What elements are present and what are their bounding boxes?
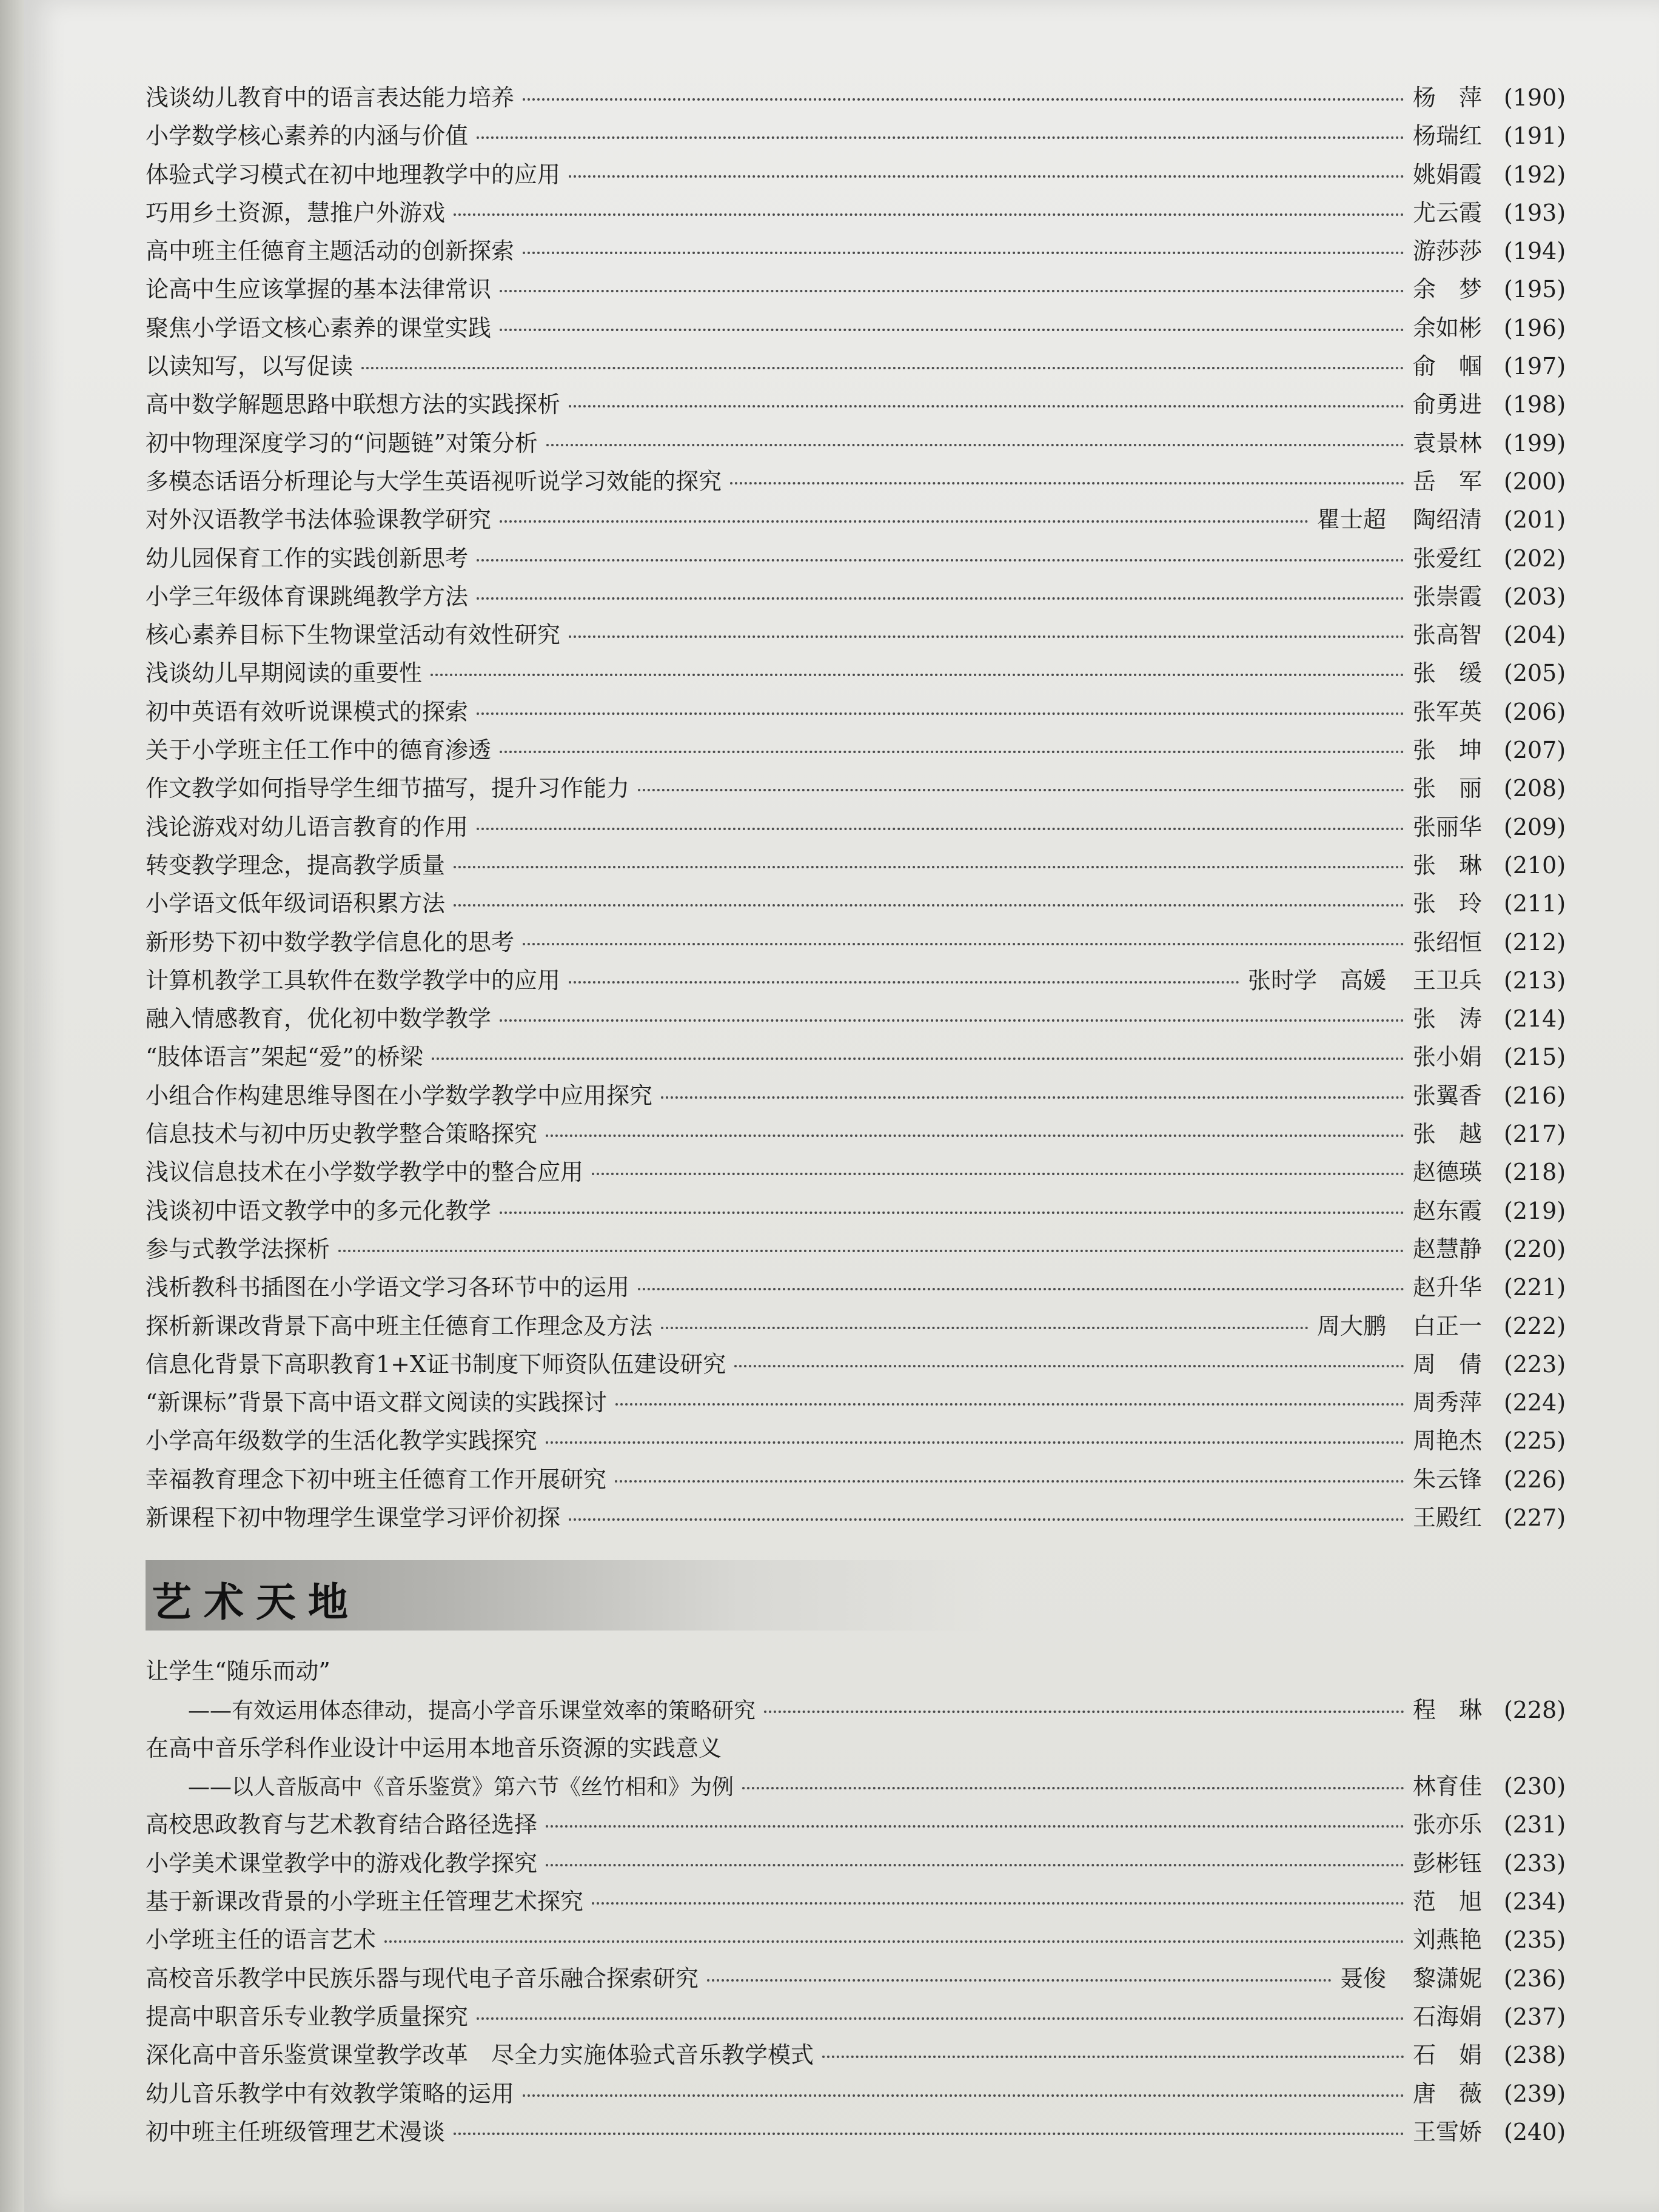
- toc-entry[interactable]: [146, 232, 1577, 270]
- toc-author: 朱云锋: [1413, 1466, 1483, 1493]
- toc-page-number: (200): [1504, 468, 1566, 495]
- toc-page-number: (218): [1504, 1159, 1566, 1186]
- toc-page-number: (238): [1504, 2042, 1566, 2069]
- toc-author: 赵慧静: [1413, 1235, 1483, 1262]
- toc-page-number: (201): [1504, 506, 1566, 534]
- toc-page-number: (220): [1504, 1235, 1566, 1262]
- toc-author: 周秀萍: [1413, 1389, 1483, 1416]
- toc-entry-title: 转变教学理念，提高教学质量: [146, 851, 446, 879]
- toc-page-number: (215): [1504, 1044, 1566, 1071]
- toc-author: 张 丽: [1413, 775, 1483, 802]
- toc-page-number: (210): [1504, 851, 1566, 879]
- toc-entry[interactable]: [146, 1499, 1577, 1537]
- toc-entry-title: 小学语文低年级词语积累方法: [146, 890, 446, 917]
- toc-entry-title: 信息化背景下高职教育1+X证书制度下师资队伍建设研究: [146, 1350, 726, 1378]
- dot-leader: [477, 136, 1404, 139]
- toc-entry[interactable]: [146, 270, 1577, 309]
- dot-leader: [361, 367, 1404, 369]
- toc-page-number: (224): [1504, 1389, 1566, 1416]
- toc-author: 姚娟霞: [1413, 161, 1483, 188]
- toc-page-number: (207): [1504, 737, 1566, 764]
- toc-author: 杨 萍: [1413, 84, 1483, 111]
- toc-author: 赵德瑛: [1413, 1159, 1483, 1186]
- toc-entry[interactable]: [146, 1230, 1577, 1269]
- toc-page-number: (202): [1504, 545, 1566, 572]
- toc-author: 王卫兵: [1413, 967, 1483, 994]
- book-gutter: [0, 0, 24, 2212]
- toc-author: 张丽华: [1413, 813, 1483, 840]
- toc-author: 张 缓: [1413, 660, 1483, 687]
- toc-entry-title: 初中英语有效听说课模式的探索: [146, 698, 469, 725]
- toc-entry-title: 深化高中音乐鉴赏课堂教学改革 尽全力实施体验式音乐教学模式: [146, 2042, 814, 2069]
- toc-entry-subtitle: ——有效运用体态律动，提高小学音乐课堂效率的策略研究: [188, 1698, 756, 1723]
- toc-author: 石海娟: [1413, 2003, 1483, 2030]
- toc-author: 张爱红: [1413, 545, 1483, 572]
- toc-entry-title: 新形势下初中数学教学信息化的思考: [146, 928, 515, 956]
- toc-author: 张 坤: [1413, 737, 1483, 764]
- toc-author: 张 涛: [1413, 1005, 1483, 1033]
- dot-leader: [477, 559, 1404, 561]
- toc-page-number: (240): [1504, 2118, 1566, 2145]
- toc-author: 石 娟: [1413, 2042, 1483, 2069]
- toc-entry[interactable]: [146, 808, 1577, 846]
- toc-author: 陶绍清: [1413, 506, 1483, 534]
- toc-entry-title: 关于小学班主任工作中的德育渗透: [146, 737, 492, 764]
- toc-author: 张高智: [1413, 622, 1483, 649]
- dot-leader: [432, 1057, 1404, 1060]
- toc-entry[interactable]: [146, 654, 1577, 692]
- toc-entry[interactable]: [146, 1768, 1577, 1806]
- toc-page-number: (237): [1504, 2003, 1566, 2030]
- toc-author: 俞勇进: [1413, 391, 1483, 418]
- toc-entry-title: 小组合作构建思维导图在小学数学教学中应用探究: [146, 1082, 653, 1109]
- toc-entry-title[interactable]: 在高中音乐学科作业设计中运用本地音乐资源的实践意义: [146, 1734, 722, 1761]
- toc-author: 唐 薇: [1413, 2080, 1483, 2107]
- toc-entry-title: 浅谈幼儿教育中的语言表达能力培养: [146, 84, 515, 111]
- toc-entry-title: 探析新课改背景下高中班主任德育工作理念及方法: [146, 1312, 653, 1339]
- toc-entry[interactable]: [146, 309, 1577, 347]
- toc-list-bottom: [146, 1806, 1577, 2151]
- toc-entry[interactable]: [146, 1998, 1577, 2036]
- toc-page-number: (192): [1504, 161, 1566, 188]
- dot-leader: [500, 1019, 1404, 1022]
- toc-author: 俞 帼: [1413, 353, 1483, 380]
- toc-page-number: (213): [1504, 967, 1566, 994]
- table-of-contents: [146, 79, 1577, 2151]
- dot-leader: [523, 943, 1404, 945]
- toc-page-number: (234): [1504, 1888, 1566, 1915]
- toc-page-number: (231): [1504, 1811, 1566, 1838]
- toc-entry-title: 高校音乐教学中民族乐器与现代电子音乐融合探索研究: [146, 1965, 699, 1992]
- dot-leader: [734, 1365, 1404, 1367]
- toc-author: 赵升华: [1413, 1274, 1483, 1301]
- toc-entry-subtitle: ——以人音版高中《音乐鉴赏》第六节《丝竹相和》为例: [188, 1775, 734, 1800]
- toc-author: 王殿红: [1413, 1504, 1483, 1531]
- toc-author: 张亦乐: [1413, 1811, 1483, 1838]
- toc-page-number: (203): [1504, 583, 1566, 610]
- toc-entry-title: 小学美术课堂教学中的游戏化教学探究: [146, 1849, 538, 1877]
- dot-leader: [661, 1327, 1309, 1329]
- toc-page-number: (196): [1504, 314, 1566, 341]
- toc-entry-title: 初中物理深度学习的“问题链”对策分析: [146, 429, 538, 457]
- toc-page-number: (208): [1504, 775, 1566, 802]
- toc-author: 余 梦: [1413, 276, 1483, 303]
- toc-entry-title: 基于新课改背景的小学班主任管理艺术探究: [146, 1888, 584, 1915]
- toc-coauthor: 聂俊: [1339, 1965, 1386, 1992]
- dot-leader: [523, 252, 1404, 254]
- toc-page-number: (223): [1504, 1350, 1566, 1378]
- toc-author: 余如彬: [1413, 314, 1483, 341]
- dot-leader: [384, 1940, 1404, 1943]
- toc-entry[interactable]: [146, 962, 1577, 1000]
- toc-entry-title: 聚焦小学语文核心素养的课堂实践: [146, 314, 492, 341]
- toc-entry-title: 计算机教学工具软件在数学教学中的应用: [146, 967, 561, 994]
- toc-page-number: (217): [1504, 1121, 1566, 1148]
- dot-leader: [546, 1441, 1404, 1444]
- dot-leader: [569, 635, 1404, 638]
- toc-author: 赵东霞: [1413, 1197, 1483, 1224]
- dot-leader: [569, 175, 1404, 178]
- dot-leader: [454, 2133, 1404, 2135]
- toc-author: 周艳杰: [1413, 1427, 1483, 1455]
- dot-leader: [500, 1212, 1404, 1214]
- dot-leader: [661, 1096, 1404, 1099]
- toc-page-number: (222): [1504, 1312, 1566, 1339]
- dot-leader: [523, 2094, 1404, 2097]
- toc-page-number: (204): [1504, 622, 1566, 649]
- dot-leader: [500, 290, 1404, 292]
- toc-author: 袁景林: [1413, 429, 1483, 457]
- toc-author: 白正一: [1413, 1312, 1483, 1339]
- toc-page-number: (236): [1504, 1965, 1566, 1992]
- toc-entry[interactable]: [146, 616, 1577, 654]
- dot-leader: [546, 444, 1404, 446]
- toc-entry-title: 以读知写，以写促读: [146, 353, 354, 380]
- toc-author: 周 倩: [1413, 1350, 1483, 1378]
- dot-leader: [500, 751, 1404, 753]
- toc-author: 王雪娇: [1413, 2118, 1483, 2145]
- toc-page-number: (190): [1504, 84, 1566, 111]
- toc-entry[interactable]: [146, 1845, 1577, 1883]
- toc-entry-title: 多模态话语分析理论与大学生英语视听说学习效能的探究: [146, 468, 722, 495]
- dot-leader: [569, 981, 1239, 984]
- toc-entry-title: 论高中生应该掌握的基本法律常识: [146, 276, 492, 303]
- toc-entry[interactable]: [146, 79, 1577, 117]
- toc-entry-title: 幸福教育理念下初中班主任德育工作开展研究: [146, 1466, 607, 1493]
- toc-author: 岳 军: [1413, 468, 1483, 495]
- dot-leader: [822, 2056, 1404, 2058]
- toc-entry[interactable]: [146, 1038, 1577, 1076]
- toc-coauthor: 张时学 高媛: [1247, 967, 1386, 994]
- toc-entry[interactable]: [146, 2036, 1577, 2074]
- toc-page-number: (212): [1504, 928, 1566, 956]
- dot-leader: [454, 904, 1404, 907]
- toc-entry[interactable]: [146, 578, 1577, 616]
- toc-coauthor: 周大鹏: [1316, 1312, 1386, 1339]
- section-heading: 艺术天地: [152, 1579, 360, 1626]
- toc-entry-title: 浅论游戏对幼儿语言教育的作用: [146, 813, 469, 840]
- toc-page-number: (219): [1504, 1197, 1566, 1224]
- toc-entry-title: 小学班主任的语言艺术: [146, 1926, 377, 1954]
- toc-author: 刘燕艳: [1413, 1926, 1483, 1954]
- toc-author: 林育佳: [1413, 1773, 1483, 1800]
- toc-author: 杨瑞红: [1413, 122, 1483, 150]
- toc-page-number: (195): [1504, 276, 1566, 303]
- toc-entry[interactable]: [146, 1422, 1577, 1460]
- toc-page-number: (205): [1504, 660, 1566, 687]
- toc-page-number: (191): [1504, 122, 1566, 150]
- toc-page-number: (194): [1504, 238, 1566, 265]
- dot-leader: [569, 1518, 1404, 1521]
- section-band: [146, 1560, 994, 1631]
- toc-page-number: (225): [1504, 1427, 1566, 1455]
- toc-entry[interactable]: [146, 923, 1577, 962]
- toc-entry-title: 幼儿园保育工作的实践创新思考: [146, 545, 469, 572]
- toc-page-number: (209): [1504, 813, 1566, 840]
- toc-entry-title: 浅析教科书插图在小学语文学习各环节中的运用: [146, 1274, 630, 1301]
- toc-page-number: (206): [1504, 698, 1566, 725]
- toc-entry-title: 体验式学习模式在初中地理教学中的应用: [146, 161, 561, 188]
- toc-author: 范 旭: [1413, 1888, 1483, 1915]
- toc-entry[interactable]: [146, 2113, 1577, 2151]
- dot-leader: [592, 1902, 1404, 1905]
- toc-entry-title: 融入情感教育，优化初中数学教学: [146, 1005, 492, 1033]
- toc-page-number: (239): [1504, 2080, 1566, 2107]
- toc-entry[interactable]: [146, 1077, 1577, 1115]
- toc-page-number: (228): [1504, 1696, 1566, 1723]
- toc-entry-title: 对外汉语教学书法体验课教学研究: [146, 506, 492, 534]
- dot-leader: [742, 1787, 1404, 1789]
- dot-leader: [638, 1288, 1404, 1290]
- dot-leader: [477, 597, 1404, 600]
- toc-entry-title: 巧用乡土资源，慧推户外游戏: [146, 199, 446, 226]
- toc-entry-title: 初中班主任班级管理艺术漫谈: [146, 2118, 446, 2145]
- toc-entry-title: 浅谈幼儿早期阅读的重要性: [146, 660, 423, 687]
- toc-page-number: (226): [1504, 1466, 1566, 1493]
- toc-entry-title: 小学数学核心素养的内涵与价值: [146, 122, 469, 150]
- toc-entry[interactable]: [146, 1192, 1577, 1230]
- toc-entry[interactable]: [146, 1153, 1577, 1191]
- toc-author: 彭彬钰: [1413, 1849, 1483, 1877]
- dot-leader: [569, 405, 1404, 407]
- toc-entry-title: 浅议信息技术在小学数学教学中的整合应用: [146, 1159, 584, 1186]
- dot-leader: [431, 674, 1404, 676]
- toc-entry-title: 高中班主任德育主题活动的创新探索: [146, 238, 515, 265]
- toc-entry[interactable]: [146, 846, 1577, 885]
- dot-leader: [546, 1825, 1404, 1828]
- toc-page-number: (199): [1504, 429, 1566, 457]
- toc-entry[interactable]: [146, 1921, 1577, 1959]
- toc-author: 张小娟: [1413, 1044, 1483, 1071]
- toc-entry[interactable]: [146, 2075, 1577, 2113]
- dot-leader: [764, 1711, 1404, 1713]
- dot-leader: [523, 98, 1404, 101]
- toc-author: 张绍恒: [1413, 928, 1483, 956]
- toc-entry-title: 小学高年级数学的生活化教学实践探究: [146, 1427, 538, 1455]
- toc-entry[interactable]: [146, 1307, 1577, 1346]
- toc-list-top: [146, 79, 1577, 1537]
- dot-leader: [454, 213, 1404, 216]
- toc-entry-title: 提高中职音乐专业教学质量探究: [146, 2003, 469, 2030]
- toc-page-number: (214): [1504, 1005, 1566, 1033]
- toc-entry[interactable]: [146, 1806, 1577, 1844]
- toc-coauthor: 瞿士超: [1316, 506, 1386, 534]
- toc-entry-title: 参与式教学法探析: [146, 1235, 330, 1262]
- toc-page-number: (197): [1504, 353, 1566, 380]
- toc-author: 黎潇妮: [1413, 1965, 1483, 1992]
- toc-entry[interactable]: [146, 463, 1577, 501]
- toc-entry[interactable]: [146, 1384, 1577, 1422]
- toc-entry[interactable]: [146, 156, 1577, 194]
- toc-author: 张翼香: [1413, 1082, 1483, 1109]
- dot-leader: [730, 482, 1404, 484]
- toc-author: 张 越: [1413, 1121, 1483, 1148]
- toc-entry[interactable]: [146, 1883, 1577, 1921]
- toc-entry-title: 新课程下初中物理学生课堂学习评价初探: [146, 1504, 561, 1531]
- toc-page-number: (227): [1504, 1504, 1566, 1531]
- toc-author: 程 琳: [1413, 1696, 1483, 1723]
- toc-entry[interactable]: [146, 1269, 1577, 1307]
- toc-entry[interactable]: [146, 885, 1577, 923]
- toc-page-number: (198): [1504, 391, 1566, 418]
- toc-entry-title: 高中数学解题思路中联想方法的实践探析: [146, 391, 561, 418]
- toc-page-number: (193): [1504, 199, 1566, 226]
- toc-entry[interactable]: [146, 540, 1577, 578]
- dot-leader: [477, 2017, 1404, 2020]
- dot-leader: [546, 1864, 1404, 1866]
- toc-page-number: (221): [1504, 1274, 1566, 1301]
- dot-leader: [638, 789, 1404, 791]
- toc-entry[interactable]: [146, 194, 1577, 232]
- toc-author: 张 玲: [1413, 890, 1483, 917]
- dot-leader: [707, 1979, 1332, 1982]
- toc-entry[interactable]: [146, 1115, 1577, 1153]
- dot-leader: [500, 520, 1309, 523]
- toc-page-number: (233): [1504, 1849, 1566, 1877]
- toc-entry[interactable]: [146, 1000, 1577, 1038]
- toc-author: 张 琳: [1413, 851, 1483, 879]
- dot-leader: [477, 828, 1404, 830]
- toc-author: 游莎莎: [1413, 238, 1483, 265]
- toc-author: 尤云霞: [1413, 199, 1483, 226]
- toc-entry[interactable]: [146, 424, 1577, 463]
- toc-entry[interactable]: [146, 1960, 1577, 1998]
- toc-page-number: (211): [1504, 890, 1566, 917]
- toc-entry[interactable]: [146, 1461, 1577, 1499]
- dot-leader: [615, 1480, 1404, 1483]
- toc-page-number: (235): [1504, 1926, 1566, 1954]
- toc-entry[interactable]: [146, 347, 1577, 386]
- toc-entry[interactable]: [146, 386, 1577, 424]
- toc-author: 张军英: [1413, 698, 1483, 725]
- toc-entry-title: 高校思政教育与艺术教育结合路径选择: [146, 1811, 538, 1838]
- toc-page-number: (230): [1504, 1773, 1566, 1800]
- toc-entry[interactable]: [146, 731, 1577, 769]
- toc-page-number: (216): [1504, 1082, 1566, 1109]
- toc-entry[interactable]: [146, 693, 1577, 731]
- toc-entry-title[interactable]: 让学生“随乐而动”: [146, 1658, 330, 1685]
- toc-entry-title: 小学三年级体育课跳绳教学方法: [146, 583, 469, 610]
- toc-entry[interactable]: [146, 769, 1577, 808]
- toc-entry-title: “新课标”背景下高中语文群文阅读的实践探讨: [146, 1389, 607, 1416]
- toc-author: 张崇霞: [1413, 583, 1483, 610]
- toc-entry-title: 核心素养目标下生物课堂活动有效性研究: [146, 622, 561, 649]
- toc-entry[interactable]: [146, 1346, 1577, 1384]
- toc-entry-title: 幼儿音乐教学中有效教学策略的运用: [146, 2080, 515, 2107]
- toc-entry-title: 作文教学如何指导学生细节描写，提升习作能力: [146, 775, 630, 802]
- dot-leader: [500, 329, 1404, 331]
- dot-leader: [454, 866, 1404, 868]
- dot-leader: [615, 1403, 1404, 1406]
- toc-entry-title: 浅谈初中语文教学中的多元化教学: [146, 1197, 492, 1224]
- dot-leader: [592, 1173, 1404, 1175]
- dot-leader: [546, 1134, 1404, 1137]
- toc-entry[interactable]: [146, 1691, 1577, 1729]
- toc-entry[interactable]: [146, 117, 1577, 155]
- toc-entry-title: “肢体语言”架起“爱”的桥梁: [146, 1044, 423, 1071]
- dot-leader: [338, 1250, 1404, 1252]
- toc-entry-title: 信息技术与初中历史教学整合策略探究: [146, 1121, 538, 1148]
- dot-leader: [477, 712, 1404, 715]
- toc-entry[interactable]: [146, 501, 1577, 539]
